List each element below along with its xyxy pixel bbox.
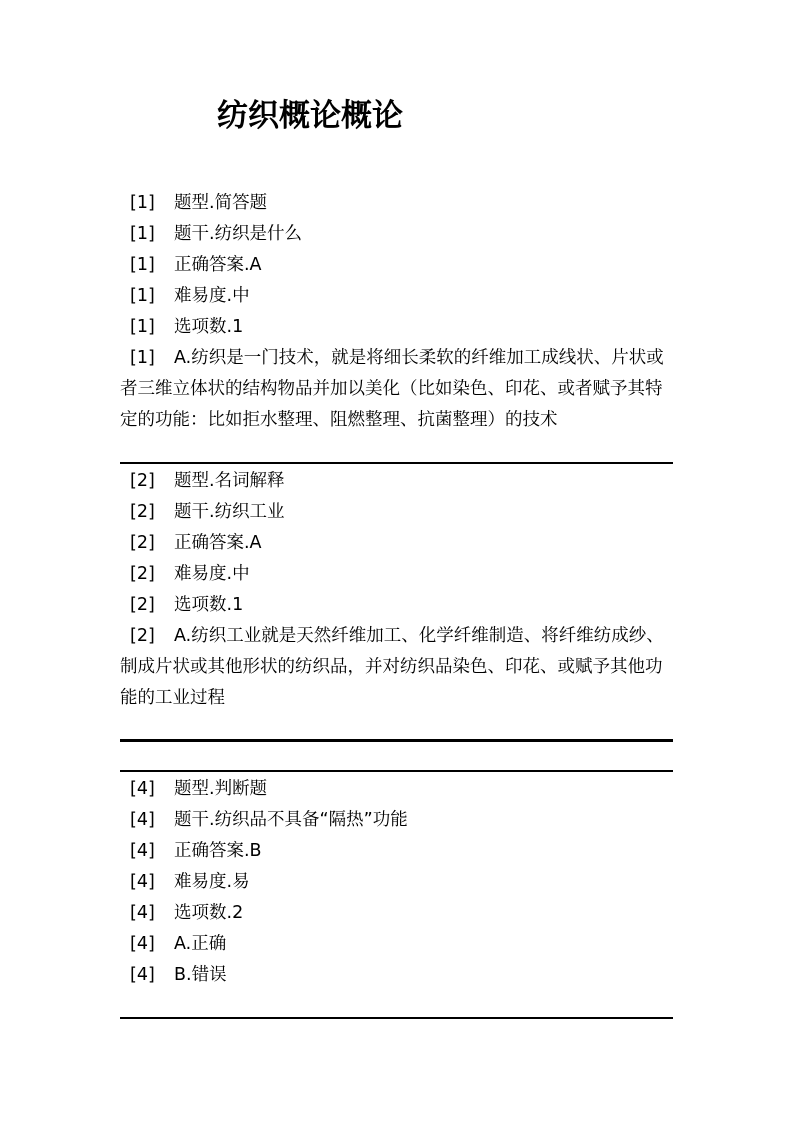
question-number: [4] <box>130 810 155 830</box>
document-title: 纺织概论概论 <box>217 98 403 134</box>
question-number: [2] <box>130 533 155 553</box>
question-difficulty-line <box>120 867 673 898</box>
question-difficulty: 难易度.易 <box>174 872 250 892</box>
question-option-b: B.错误 <box>174 965 227 985</box>
question-difficulty-line <box>120 559 673 590</box>
section-divider <box>120 1017 673 1019</box>
question-number: [1] <box>130 348 155 368</box>
question-stem-line <box>120 805 673 836</box>
question-number: [4] <box>130 934 155 954</box>
question-number: [1] <box>130 224 155 244</box>
question-option-b-line <box>120 960 673 991</box>
question-option-count-line <box>120 898 673 929</box>
question-block-2 <box>120 466 673 714</box>
question-number: [4] <box>130 903 155 923</box>
question-type-line <box>120 774 673 805</box>
question-number: [2] <box>130 595 155 615</box>
question-answer: 正确答案.B <box>174 841 262 861</box>
question-type: 题型.名词解释 <box>174 471 285 491</box>
question-number: [1] <box>130 286 155 306</box>
section-divider <box>120 462 673 464</box>
section-divider <box>120 770 673 772</box>
question-number: [2] <box>130 502 155 522</box>
question-number: [1] <box>130 317 155 337</box>
question-option-count-line <box>120 312 673 343</box>
question-answer-line <box>120 250 673 281</box>
question-number: [4] <box>130 779 155 799</box>
question-stem-line <box>120 497 673 528</box>
question-option-paragraph <box>120 343 673 436</box>
section-divider-thick <box>120 739 673 742</box>
question-stem: 题干.纺织品不具备“隔热”功能 <box>174 810 408 830</box>
question-answer: 正确答案.A <box>174 533 262 553</box>
question-option-text: A.纺织是一门技术，就是将细长柔软的纤维加工成线状、片状或者三维立体状的结构物品并加以美化（比如染色、印花、或者赋予其特定的功能：比如拒水整理、阻燃整理、抗菌整理）的技术 <box>120 348 664 430</box>
question-difficulty-line <box>120 281 673 312</box>
question-stem-line <box>120 219 673 250</box>
question-block-1 <box>120 188 673 436</box>
question-option-paragraph <box>120 621 673 714</box>
question-difficulty: 难易度.中 <box>174 564 250 584</box>
question-answer-line <box>120 528 673 559</box>
question-number: [4] <box>130 872 155 892</box>
question-type-line <box>120 188 673 219</box>
question-option-count: 选项数.1 <box>174 317 244 337</box>
question-option-count: 选项数.1 <box>174 595 244 615</box>
question-stem: 题干.纺织是什么 <box>174 224 303 244</box>
question-number: [2] <box>130 626 155 646</box>
question-option-count-line <box>120 590 673 621</box>
question-block-4 <box>120 774 673 991</box>
question-number: [2] <box>130 564 155 584</box>
question-option-a-line <box>120 929 673 960</box>
question-type: 题型.判断题 <box>174 779 268 799</box>
question-number: [4] <box>130 841 155 861</box>
question-type: 题型.简答题 <box>174 193 268 213</box>
question-answer: 正确答案.A <box>174 255 262 275</box>
question-number: [4] <box>130 965 155 985</box>
question-type-line <box>120 466 673 497</box>
question-option-count: 选项数.2 <box>174 903 244 923</box>
question-difficulty: 难易度.中 <box>174 286 250 306</box>
question-number: [1] <box>130 255 155 275</box>
question-option-a: A.正确 <box>174 934 227 954</box>
question-answer-line <box>120 836 673 867</box>
question-stem: 题干.纺织工业 <box>174 502 285 522</box>
question-number: [1] <box>130 193 155 213</box>
question-option-text: A.纺织工业就是天然纤维加工、化学纤维制造、将纤维纺成纱、制成片状或其他形状的纺织品，并对纺织品染色、印花、或赋予其他功能的工业过程 <box>120 626 664 708</box>
question-number: [2] <box>130 471 155 491</box>
